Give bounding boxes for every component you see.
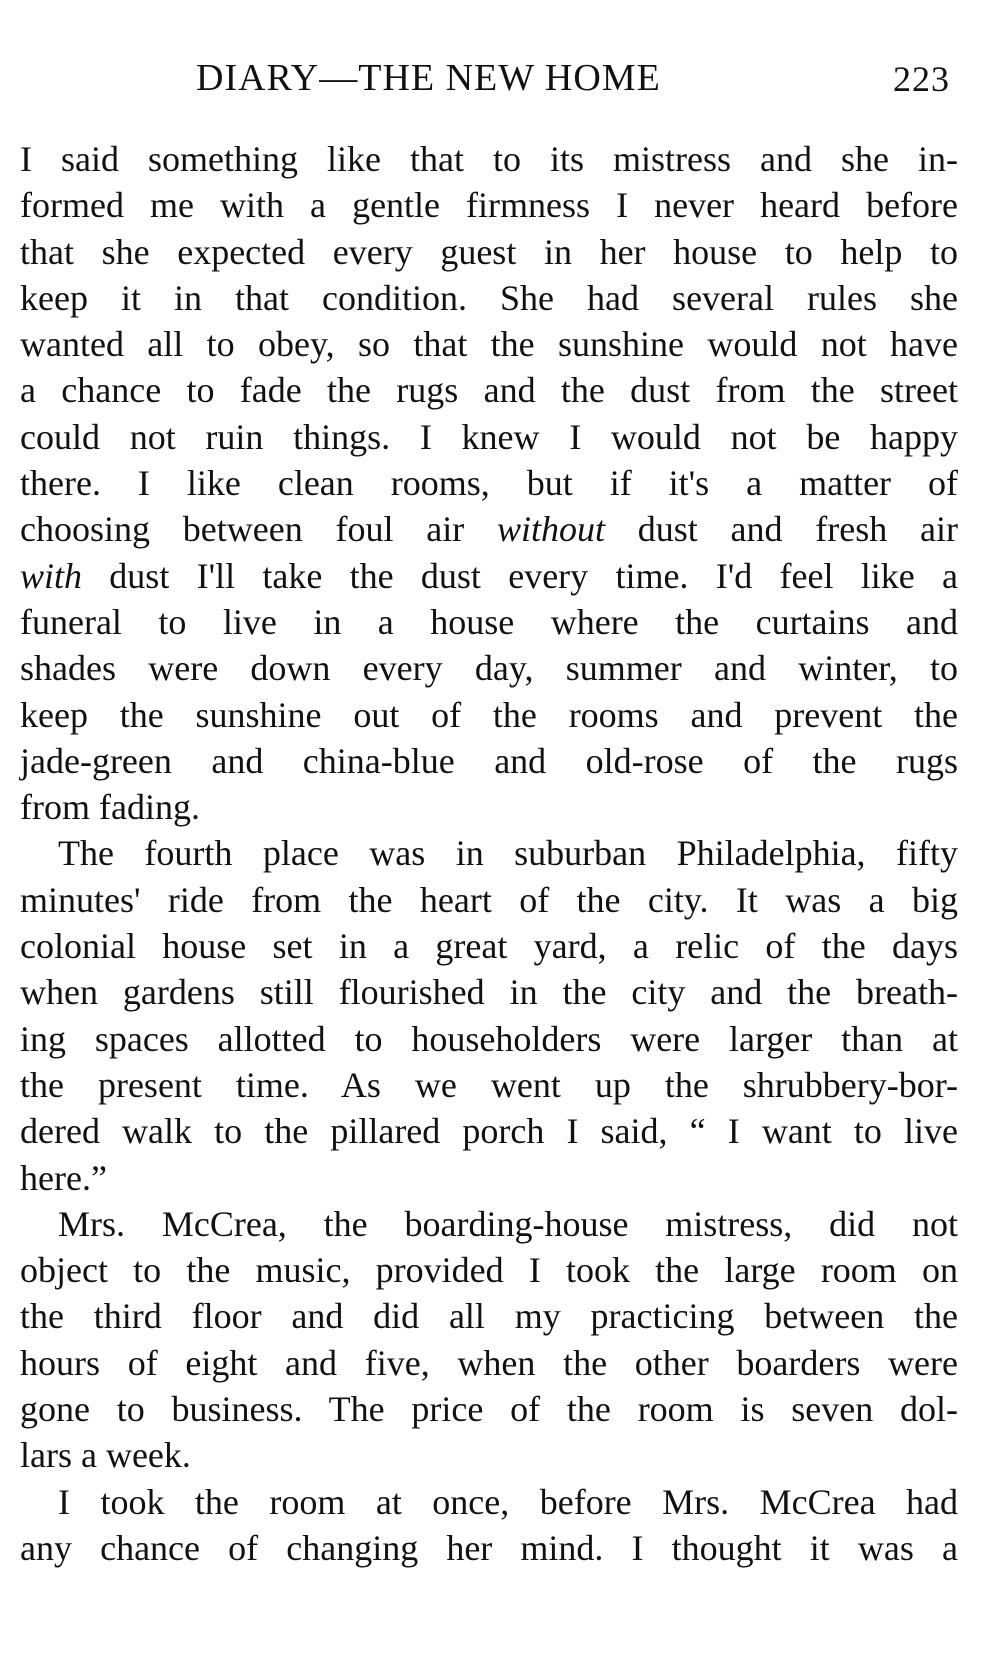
text-line: a chance to fade the rugs and the dust from the street	[20, 370, 958, 411]
text-line: I took the room at once, before Mrs. McCrea had	[58, 1481, 958, 1522]
italic-text: without	[496, 509, 605, 550]
paragraph	[20, 1201, 958, 1479]
text-line: keep it in that condition. She had several rules she	[20, 277, 958, 318]
text-line	[20, 506, 958, 552]
text-line: could not ruin things. I knew I would not be happy	[20, 416, 958, 457]
text-line: there. I like clean rooms, but if it's a matter of	[20, 463, 958, 504]
text-line: lars a week.	[20, 1435, 191, 1476]
body-text	[20, 136, 958, 1571]
page-number: 223	[893, 59, 950, 99]
text-line: minutes' ride from the heart of the city. It was a big	[20, 879, 958, 920]
text-segment: dust I'll take the dust every time. I'd feel like a	[82, 555, 958, 596]
text-line: the present time. As we went up the shrubbery-bor-	[20, 1064, 958, 1105]
text-line: gone to business. The price of the room is seven dol-	[20, 1389, 958, 1430]
text-line	[20, 553, 958, 599]
text-line: jade-green and china-blue and old-rose of the rugs	[20, 740, 958, 781]
running-head-title: DIARY—THE NEW HOME	[196, 57, 661, 99]
text-line: funeral to live in a house where the curtains and	[20, 601, 958, 642]
text-line: object to the music, provided I took the large room on	[20, 1250, 958, 1291]
text-line: The fourth place was in suburban Philadelphia, fifty	[58, 833, 958, 874]
text-line: wanted all to obey, so that the sunshine would not have	[20, 324, 958, 365]
paragraph	[20, 1479, 958, 1572]
text-line: from fading.	[20, 787, 200, 828]
text-line: here.”	[20, 1157, 107, 1198]
paragraph	[20, 136, 958, 830]
text-line: that she expected every guest in her house to help to	[20, 231, 958, 272]
italic-text: with	[20, 555, 83, 596]
text-line: Mrs. McCrea, the boarding-house mistress, did not	[58, 1203, 958, 1244]
text-line: keep the sunshine out of the rooms and prevent the	[20, 694, 958, 735]
text-segment: dust and fresh air	[605, 509, 958, 550]
paragraph	[20, 830, 958, 1200]
text-line: when gardens still flourished in the city and the breath-	[20, 972, 958, 1013]
text-line: any chance of changing her mind. I thought it was a	[20, 1527, 958, 1568]
text-line: colonial house set in a great yard, a relic of the days	[20, 926, 958, 967]
text-segment: choosing between foul air	[20, 509, 497, 550]
text-line: the third floor and did all my practicing between the	[20, 1296, 958, 1337]
text-line: formed me with a gentle firmness I never heard before	[20, 185, 958, 226]
text-line: dered walk to the pillared porch I said, “ I want to live	[20, 1111, 958, 1152]
text-line: hours of eight and five, when the other boarders were	[20, 1342, 958, 1383]
text-line: ing spaces allotted to householders were larger than at	[20, 1018, 958, 1059]
text-line: I said something like that to its mistress and she in-	[20, 139, 958, 179]
text-line: shades were down every day, summer and winter, to	[20, 648, 958, 689]
